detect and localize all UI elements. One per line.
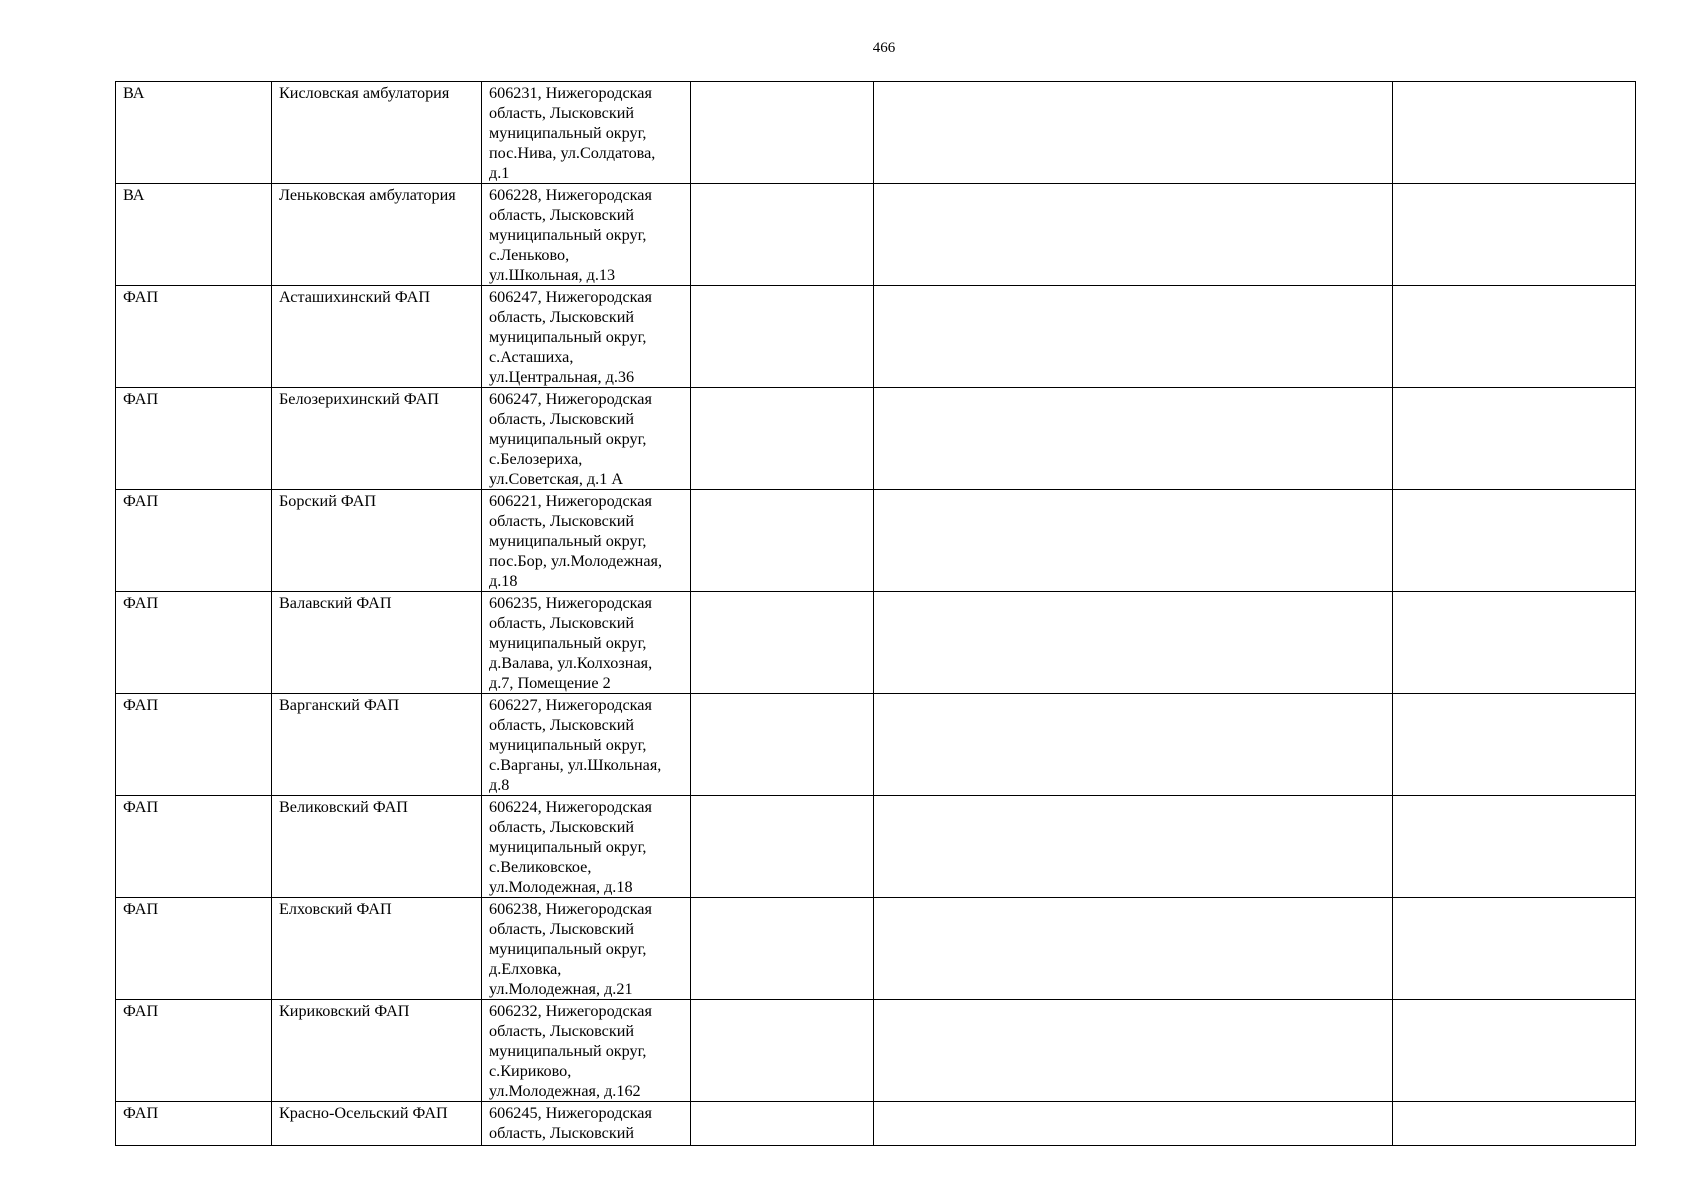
facility-name-cell: Елховский ФАП [272, 898, 482, 1000]
facility-address-cell: 606235, Нижегородская область, Лысковский муниципальный округ, д.Валава, ул.Колхозная, д.7, Помещение 2 [482, 592, 691, 694]
facility-table [115, 81, 1636, 1146]
empty-cell-col5 [874, 898, 1393, 1000]
empty-cell-col6 [1393, 184, 1636, 286]
empty-cell-col5 [874, 286, 1393, 388]
empty-cell-col6 [1393, 592, 1636, 694]
facility-name-cell: Леньковская амбулатория [272, 184, 482, 286]
empty-cell-col5 [874, 796, 1393, 898]
facility-name-cell: Валавский ФАП [272, 592, 482, 694]
facility-type-cell: ФАП [116, 286, 272, 388]
empty-cell-col4 [691, 490, 874, 592]
empty-cell-col5 [874, 490, 1393, 592]
empty-cell-col5 [874, 184, 1393, 286]
facility-name-cell: Асташихинский ФАП [272, 286, 482, 388]
table-row [116, 796, 1636, 898]
table-row [116, 82, 1636, 184]
empty-cell-col6 [1393, 286, 1636, 388]
empty-cell-col6 [1393, 490, 1636, 592]
facility-type-cell: ВА [116, 184, 272, 286]
facility-address-cell: 606245, Нижегородская область, Лысковский [482, 1102, 691, 1146]
table-row [116, 694, 1636, 796]
facility-name-cell: Кириковский ФАП [272, 1000, 482, 1102]
empty-cell-col5 [874, 592, 1393, 694]
empty-cell-col4 [691, 592, 874, 694]
empty-cell-col4 [691, 898, 874, 1000]
facility-address-cell: 606228, Нижегородская область, Лысковский муниципальный округ, с.Леньково, ул.Школьная, д.13 [482, 184, 691, 286]
facility-address-cell: 606247, Нижегородская область, Лысковский муниципальный округ, с.Белозериха, ул.Советская, д.1 А [482, 388, 691, 490]
facility-type-cell: ФАП [116, 490, 272, 592]
empty-cell-col6 [1393, 1102, 1636, 1146]
facility-address-cell: 606224, Нижегородская область, Лысковский муниципальный округ, с.Великовское, ул.Молодежная, д.18 [482, 796, 691, 898]
empty-cell-col4 [691, 1000, 874, 1102]
facility-address-cell: 606238, Нижегородская область, Лысковский муниципальный округ, д.Елховка, ул.Молодежная, д.21 [482, 898, 691, 1000]
table-row [116, 592, 1636, 694]
facility-name-cell: Кисловская амбулатория [272, 82, 482, 184]
empty-cell-col5 [874, 388, 1393, 490]
empty-cell-col5 [874, 1000, 1393, 1102]
facility-type-cell: ФАП [116, 592, 272, 694]
facility-type-cell: ФАП [116, 1000, 272, 1102]
facility-name-cell: Красно-Осельский ФАП [272, 1102, 482, 1146]
empty-cell-col4 [691, 388, 874, 490]
facility-name-cell: Великовский ФАП [272, 796, 482, 898]
empty-cell-col6 [1393, 796, 1636, 898]
facility-type-cell: ФАП [116, 898, 272, 1000]
facility-name-cell: Варганский ФАП [272, 694, 482, 796]
table-row [116, 184, 1636, 286]
table-row [116, 1102, 1636, 1146]
empty-cell-col6 [1393, 82, 1636, 184]
empty-cell-col6 [1393, 694, 1636, 796]
facility-address-cell: 606221, Нижегородская область, Лысковский муниципальный округ, пос.Бор, ул.Молодежная, д.18 [482, 490, 691, 592]
empty-cell-col5 [874, 694, 1393, 796]
empty-cell-col4 [691, 184, 874, 286]
empty-cell-col6 [1393, 1000, 1636, 1102]
facility-address-cell: 606227, Нижегородская область, Лысковский муниципальный округ, с.Варганы, ул.Школьная, д.8 [482, 694, 691, 796]
facility-address-cell: 606247, Нижегородская область, Лысковский муниципальный округ, с.Асташиха, ул.Центральная, д.36 [482, 286, 691, 388]
table-row [116, 490, 1636, 592]
facility-address-cell: 606231, Нижегородская область, Лысковский муниципальный округ, пос.Нива, ул.Солдатова, д.1 [482, 82, 691, 184]
table-row [116, 286, 1636, 388]
table-row [116, 388, 1636, 490]
empty-cell-col5 [874, 1102, 1393, 1146]
empty-cell-col4 [691, 1102, 874, 1146]
facility-type-cell: ФАП [116, 388, 272, 490]
facility-table-body [116, 82, 1636, 1146]
facility-name-cell: Белозерихинский ФАП [272, 388, 482, 490]
table-row [116, 898, 1636, 1000]
facility-type-cell: ВА [116, 82, 272, 184]
facility-type-cell: ФАП [116, 1102, 272, 1146]
empty-cell-col5 [874, 82, 1393, 184]
facility-type-cell: ФАП [116, 694, 272, 796]
facility-address-cell: 606232, Нижегородская область, Лысковский муниципальный округ, с.Кириково, ул.Молодежная, д.162 [482, 1000, 691, 1102]
facility-type-cell: ФАП [116, 796, 272, 898]
empty-cell-col4 [691, 286, 874, 388]
empty-cell-col4 [691, 694, 874, 796]
empty-cell-col4 [691, 82, 874, 184]
empty-cell-col6 [1393, 898, 1636, 1000]
facility-name-cell: Борский ФАП [272, 490, 482, 592]
page-number: 466 [872, 40, 896, 56]
empty-cell-col4 [691, 796, 874, 898]
empty-cell-col6 [1393, 388, 1636, 490]
table-row [116, 1000, 1636, 1102]
